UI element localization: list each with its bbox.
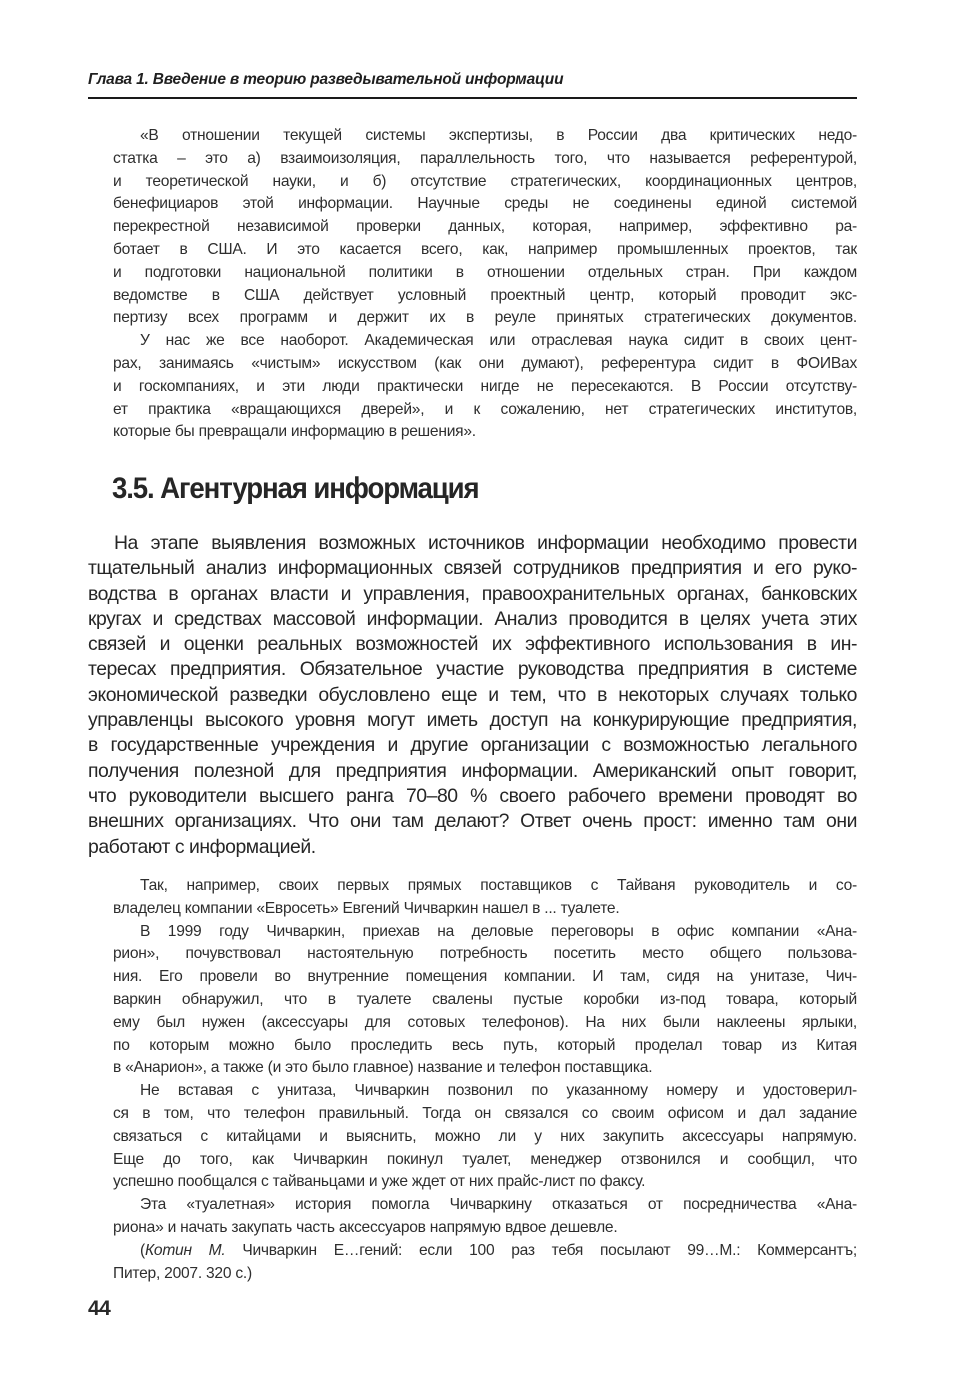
running-head: Глава 1. Введение в теорию разведывательной информации <box>88 71 564 88</box>
text-line: водства в органах власти и управления, правоохранительных органах, банковских <box>88 582 857 605</box>
text-line: тересах предприятия. Обязательное участие руководства предприятия в системе <box>88 658 857 681</box>
text-line: тщательный анализ информационных связей сотрудников предприятия и его руко- <box>88 557 857 580</box>
text-line: пертизу всех программ и держит их в реуле принятых стратегических документов. <box>113 309 857 327</box>
text-line: ет практика «вращающихся дверей», и к сожалению, нет стратегических институтов, <box>113 400 857 418</box>
text-line: ему был нужен (аксессуары для сотовых телефонов). На них были наклеены ярлыки, <box>113 1013 857 1031</box>
text-line: статка – это а) взаимоизоляция, параллельность того, что называется референтурой, <box>113 149 857 167</box>
section-heading: 3.5. Агентурная информация <box>112 472 479 505</box>
page-number: 44 <box>88 1297 111 1320</box>
text-line: У нас же все наоборот. Академическая или отраслевая наука сидит в своих цент- <box>140 332 857 350</box>
citation-line: Питер, 2007. 320 с.) <box>113 1264 252 1282</box>
text-line: бенефициаров этой информации. Научные среды не соединены единой системой <box>113 195 857 213</box>
text-line: рион», почувствовал настоятельную потребность посетить место общего пользова- <box>113 945 857 963</box>
text-line: кругах и средствах массовой информации. Анализ проводится в целях учета этих <box>88 607 857 630</box>
text-line: ведомстве в США действует условный проектный центр, который проводит экс- <box>113 286 857 304</box>
text-line: риона» и начать закупать часть аксессуаров напрямую вдвое дешевле. <box>113 1218 618 1236</box>
text-line: «В отношении текущей системы экспертизы, в России два критических недо- <box>140 127 857 144</box>
text-line: управленцы высокого уровня могут иметь доступ на конкурирующие предприятия, <box>88 709 857 732</box>
text-line: ся в том, что телефон правильный. Тогда он связался со своим офисом и дал задание <box>113 1104 857 1122</box>
text-line: На этапе выявления возможных источников информации необходимо провести <box>114 532 857 554</box>
citation-author: Котин М. <box>144 1241 226 1259</box>
text-line: и теоретической науки, и б) отсутствие стратегических, координационных центров, <box>113 172 857 190</box>
text-line: связей и оценки реальных возможностей их эффективного использования в ин- <box>88 633 857 656</box>
text-line: экономической разведки обусловлено еще и тем, что в некоторых случаях только <box>88 683 857 706</box>
text-line: Так, например, своих первых прямых поставщиков с Тайваня руководитель и со- <box>140 877 857 894</box>
text-line: ботает в США. И это касается всего, как, например промышленных проектов, так <box>113 240 857 258</box>
text-line: Не вставая с унитаза, Чичваркин позвонил по указанному номеру и удостоверил- <box>140 1082 857 1100</box>
text-line: которые бы превращали информацию в решения». <box>113 423 476 441</box>
body-paragraph <box>88 531 857 860</box>
text-line: в «Анарион», а также (и это было главное) название и телефон поставщика. <box>113 1059 653 1077</box>
text-line: по которым можно было проследить весь путь, который проделал товар из Китая <box>113 1036 857 1054</box>
text-line: связаться с китайцами и выяснить, можно ли у них закупить аксессуары напрямую. <box>113 1127 857 1145</box>
text-line: Эта «туалетная» история помогла Чичваркину отказаться от посредничества «Ана- <box>140 1196 857 1214</box>
text-line: внешних организациях. Что они там делают? Ответ очень прост: именно там они <box>88 810 857 833</box>
text-line: перекрестной независимой проверки данных, которая, например, эффективно ра- <box>113 218 857 236</box>
text-line: что руководители высшего ранга 70–80 % своего рабочего времени проводят во <box>88 784 857 807</box>
text-line: успешно пообщался с тайваньцами и уже ждет от них прайс-лист по факсу. <box>113 1173 646 1191</box>
quote-block-expert <box>113 125 857 444</box>
text-line: В 1999 году Чичваркин, приехав на деловые переговоры в офис компании «Ана- <box>140 922 857 940</box>
text-line: получения полезной для предприятия информации. Американский опыт говорит, <box>88 759 857 782</box>
header-rule <box>88 97 857 99</box>
citation-title: Чичваркин Е…гений: если 100 раз тебя посылают 99…М.: Коммерсантъ; <box>225 1241 857 1259</box>
citation-line <box>113 1240 857 1263</box>
text-line: работают с информацией. <box>88 835 316 858</box>
citation-open-paren: ( <box>140 1241 145 1259</box>
text-line: и госкомпаниях, и эти люди практически нигде не пересекаются. В России отсутству- <box>113 377 857 395</box>
text-line: Еще до того, как Чичваркин покинул туалет, менеджер отзвонился и сообщил, что <box>113 1150 857 1168</box>
text-line: ния. Его провели во внутренние помещения компании. И там, сидя на унитазе, Чич- <box>113 968 857 986</box>
text-line: владелец компании «Евросеть» Евгений Чичваркин нашел в ... туалете. <box>113 899 620 917</box>
text-line: рах, занимаясь «чистым» искусством (как они думают), референтура сидит в ФОИВах <box>113 354 857 372</box>
text-line: и подготовки национальной политики в отношении отдельных стран. При каждом <box>113 263 857 281</box>
quote-block-example <box>113 875 857 1285</box>
text-line: в государственные учреждения и другие организации с возможностью легального <box>88 734 857 757</box>
text-line: варкин обнаружил, что в туалете свалены пустые коробки из-под товара, который <box>113 990 857 1008</box>
